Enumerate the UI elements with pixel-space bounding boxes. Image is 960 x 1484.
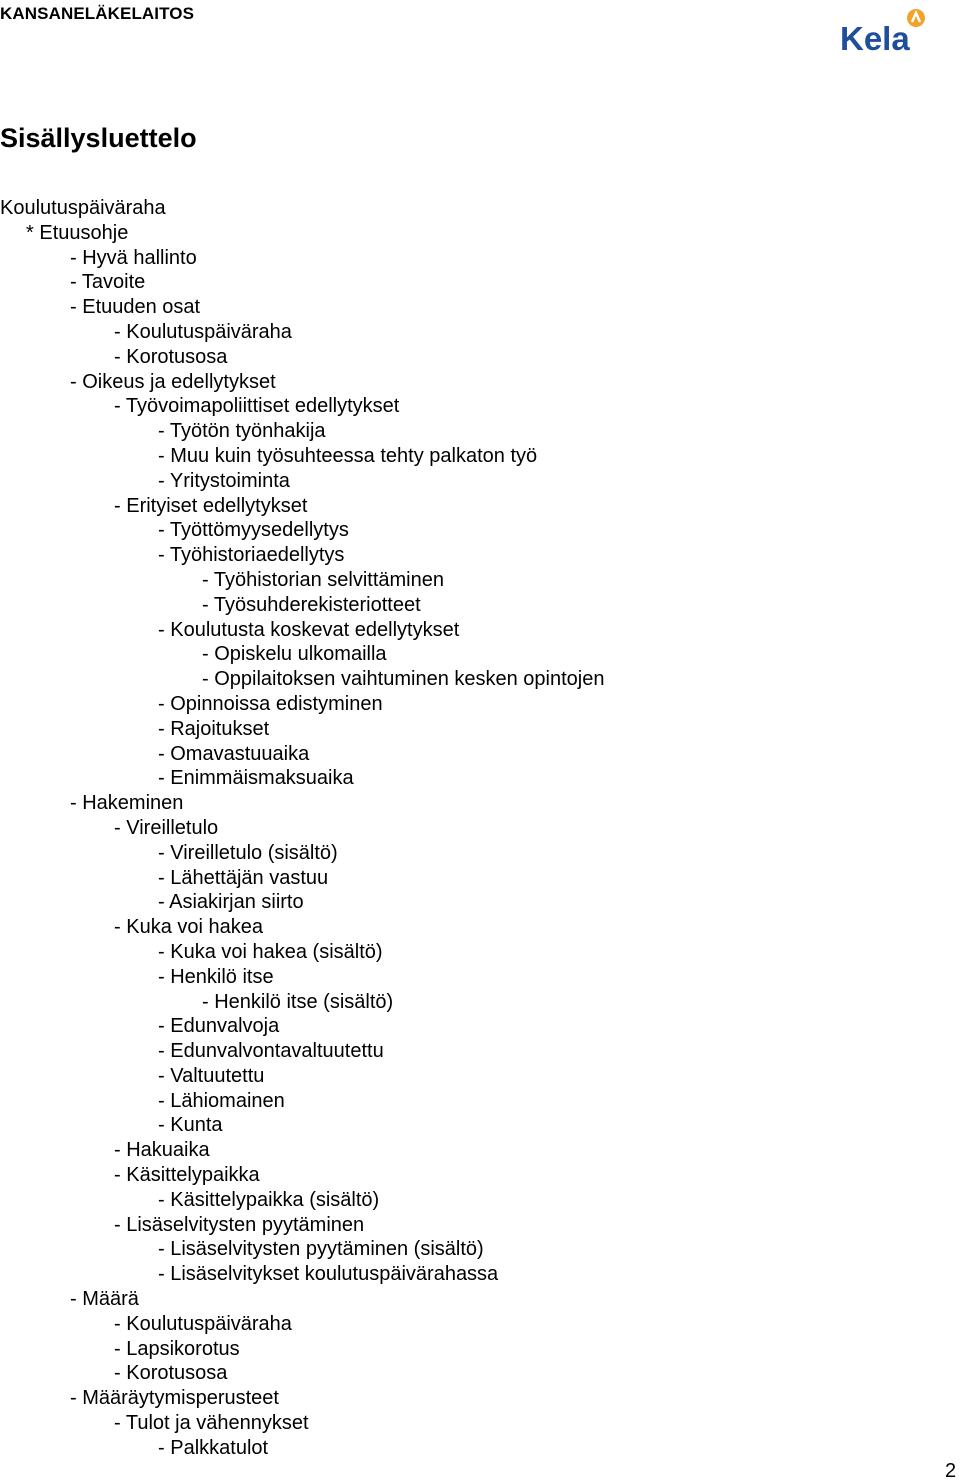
toc-item — [0, 1436, 604, 1461]
toc-item — [0, 990, 604, 1015]
toc-item-label: Määrä — [82, 1288, 139, 1311]
toc-item-label: Työvoimapoliittiset edellytykset — [125, 395, 400, 418]
table-of-contents — [0, 196, 604, 1461]
toc-item — [0, 593, 604, 618]
toc-item-marker: - — [114, 816, 121, 839]
toc-item — [0, 915, 604, 940]
toc-item-marker: - — [114, 345, 121, 368]
toc-item-marker: - — [70, 1288, 77, 1311]
toc-item — [0, 1138, 604, 1163]
toc-item-label: Koulutuspäiväraha — [126, 320, 292, 343]
toc-item — [0, 965, 604, 990]
toc-item-marker: - — [158, 618, 165, 641]
toc-item-marker: - — [114, 1164, 121, 1187]
toc-item-marker: - — [114, 916, 121, 939]
toc-item — [0, 394, 604, 419]
toc-item — [0, 270, 604, 295]
toc-item — [0, 295, 604, 320]
toc-item-marker: - — [70, 1387, 77, 1410]
toc-item-label: Työhistoriaedellytys — [169, 544, 345, 567]
toc-item-marker: - — [114, 1213, 121, 1236]
toc-item-marker: - — [158, 1015, 165, 1038]
toc-item-label: Lapsikorotus — [126, 1337, 240, 1360]
toc-item — [0, 494, 604, 519]
toc-item-label: Määräytymisperusteet — [82, 1387, 279, 1410]
toc-item-marker: - — [158, 1089, 165, 1112]
toc-item-label: Korotusosa — [126, 345, 228, 368]
toc-item-label: Kuka voi hakea (sisältö) — [170, 940, 383, 963]
toc-item — [0, 667, 604, 692]
toc-item-label: Asiakirjan siirto — [169, 891, 304, 914]
toc-item-label: Työsuhderekisteriotteet — [213, 593, 421, 616]
toc-item-label: Vireilletulo — [126, 816, 219, 839]
toc-item-label: Koulutuspäiväraha — [0, 197, 166, 219]
toc-item — [0, 320, 604, 345]
toc-item — [0, 692, 604, 717]
toc-item-marker: - — [70, 370, 77, 393]
toc-item-label: Tulot ja vähennykset — [125, 1412, 309, 1435]
toc-item-label: Käsittelypaikka — [126, 1164, 260, 1187]
toc-item-marker: - — [202, 643, 209, 666]
toc-item — [0, 345, 604, 370]
toc-item-marker: * — [26, 221, 34, 244]
toc-item — [0, 370, 604, 395]
organization-name: KANSANELÄKELAITOS — [0, 4, 195, 23]
toc-item — [0, 1039, 604, 1064]
toc-item-marker: - — [158, 1114, 165, 1137]
toc-item — [0, 816, 604, 841]
kela-logo-text: Kela — [840, 20, 910, 54]
toc-item-label: Kunta — [170, 1114, 223, 1137]
toc-item-marker: - — [114, 1362, 121, 1385]
toc-item-label: Enimmäismaksuaika — [170, 767, 354, 790]
toc-item — [0, 444, 604, 469]
toc-item — [0, 419, 604, 444]
toc-item-marker: - — [158, 420, 165, 443]
toc-item-marker: - — [158, 1064, 165, 1087]
toc-item — [0, 1014, 604, 1039]
toc-item — [0, 1089, 604, 1114]
toc-item-marker: - — [158, 767, 165, 790]
toc-item-label: Edunvalvontavaltuutettu — [170, 1040, 384, 1063]
toc-item-marker: - — [158, 1188, 165, 1211]
toc-item-marker: - — [70, 792, 77, 815]
toc-item-label: Hyvä hallinto — [82, 246, 197, 269]
toc-item-marker: - — [202, 668, 209, 691]
toc-item — [0, 1337, 604, 1362]
toc-item — [0, 543, 604, 568]
toc-item-label: Työtön työnhakija — [169, 420, 326, 443]
kela-logo — [838, 4, 934, 54]
toc-item-label: Muu kuin työsuhteessa tehty palkaton työ — [170, 444, 538, 467]
toc-item — [0, 742, 604, 767]
toc-item — [0, 1237, 604, 1262]
toc-item-label: Hakeminen — [82, 792, 184, 815]
toc-item-marker: - — [202, 593, 209, 616]
toc-item — [0, 618, 604, 643]
toc-item-label: Etuusohje — [39, 221, 129, 244]
toc-item-marker: - — [158, 717, 165, 740]
toc-item-label: Käsittelypaikka (sisältö) — [170, 1188, 380, 1211]
toc-item-label: Korotusosa — [126, 1362, 228, 1385]
toc-item-marker: - — [158, 841, 165, 864]
page-title: Sisällysluettelo — [0, 123, 197, 153]
toc-item — [0, 1361, 604, 1386]
toc-item-marker: - — [114, 1337, 121, 1360]
toc-item-marker: - — [158, 965, 165, 988]
toc-item-marker: - — [158, 469, 165, 492]
toc-item — [0, 1064, 604, 1089]
toc-item — [0, 1386, 604, 1411]
toc-item-marker: - — [114, 1412, 121, 1435]
toc-item — [0, 196, 604, 221]
toc-item — [0, 791, 604, 816]
toc-item-marker: - — [158, 519, 165, 542]
toc-item-label: Yritystoiminta — [169, 469, 290, 492]
toc-item — [0, 1411, 604, 1436]
toc-item-label: Valtuutettu — [170, 1064, 265, 1087]
toc-item-marker: - — [202, 568, 209, 591]
toc-item-marker: - — [114, 320, 121, 343]
toc-item — [0, 866, 604, 891]
toc-item-label: Erityiset edellytykset — [126, 494, 308, 517]
toc-item-label: Rajoitukset — [170, 717, 270, 740]
toc-item-label: Lisäselvitykset koulutuspäivärahassa — [170, 1263, 499, 1286]
toc-item — [0, 841, 604, 866]
toc-item-marker: - — [114, 395, 121, 418]
toc-item — [0, 940, 604, 965]
toc-item-marker: - — [70, 296, 77, 319]
toc-item-label: Lähettäjän vastuu — [170, 866, 329, 889]
page-number: 2 — [945, 1460, 957, 1482]
toc-item-marker: - — [158, 444, 165, 467]
toc-item-label: Oppilaitoksen vaihtuminen kesken opintojen — [214, 668, 605, 691]
toc-item — [0, 717, 604, 742]
toc-item-marker: - — [158, 891, 165, 914]
toc-item-label: Lähiomainen — [170, 1089, 285, 1112]
toc-item-label: Työttömyysedellytys — [169, 519, 349, 542]
toc-item — [0, 766, 604, 791]
toc-item-label: Opinnoissa edistyminen — [170, 692, 383, 715]
toc-item-label: Omavastuuaika — [170, 742, 310, 765]
toc-item — [0, 890, 604, 915]
toc-item-label: Henkilö itse (sisältö) — [214, 990, 394, 1013]
toc-item-label: Lisäselvitysten pyytäminen — [126, 1213, 365, 1236]
toc-item-label: Koulutusta koskevat edellytykset — [170, 618, 460, 641]
toc-item-label: Edunvalvoja — [170, 1015, 280, 1038]
toc-item — [0, 1163, 604, 1188]
toc-item-label: Tavoite — [81, 271, 146, 294]
toc-item-label: Palkkatulot — [170, 1436, 269, 1459]
toc-item — [0, 642, 604, 667]
toc-item — [0, 1287, 604, 1312]
toc-item — [0, 1213, 604, 1238]
toc-item-label: Lisäselvitysten pyytäminen (sisältö) — [170, 1238, 484, 1261]
toc-item-marker: - — [114, 494, 121, 517]
toc-item-marker: - — [114, 1139, 121, 1162]
toc-item-marker: - — [158, 866, 165, 889]
toc-item — [0, 568, 604, 593]
toc-item — [0, 246, 604, 271]
toc-item — [0, 1113, 604, 1138]
toc-item-marker: - — [158, 1263, 165, 1286]
toc-item-marker: - — [114, 1312, 121, 1335]
toc-item — [0, 221, 604, 246]
toc-item-marker: - — [202, 990, 209, 1013]
toc-item-marker: - — [70, 271, 77, 294]
toc-item-label: Opiskelu ulkomailla — [214, 643, 387, 666]
toc-item-marker: - — [158, 692, 165, 715]
toc-item — [0, 518, 604, 543]
toc-item-marker: - — [158, 1040, 165, 1063]
toc-item-marker: - — [158, 544, 165, 567]
toc-item-label: Työhistorian selvittäminen — [213, 568, 444, 591]
toc-item-marker: - — [70, 246, 77, 269]
toc-item-label: Kuka voi hakea — [126, 916, 263, 939]
toc-item-label: Hakuaika — [126, 1139, 210, 1162]
toc-item-label: Vireilletulo (sisältö) — [170, 841, 338, 864]
toc-item-marker: - — [158, 940, 165, 963]
toc-item — [0, 1262, 604, 1287]
toc-item-marker: - — [158, 1238, 165, 1261]
toc-item — [0, 1188, 604, 1213]
toc-item-marker: - — [158, 742, 165, 765]
toc-item — [0, 1312, 604, 1337]
toc-item-label: Henkilö itse — [170, 965, 274, 988]
toc-item — [0, 469, 604, 494]
toc-item-label: Koulutuspäiväraha — [126, 1312, 292, 1335]
toc-item-label: Oikeus ja edellytykset — [82, 370, 276, 393]
toc-item-label: Etuuden osat — [82, 296, 201, 319]
toc-item-marker: - — [158, 1436, 165, 1459]
